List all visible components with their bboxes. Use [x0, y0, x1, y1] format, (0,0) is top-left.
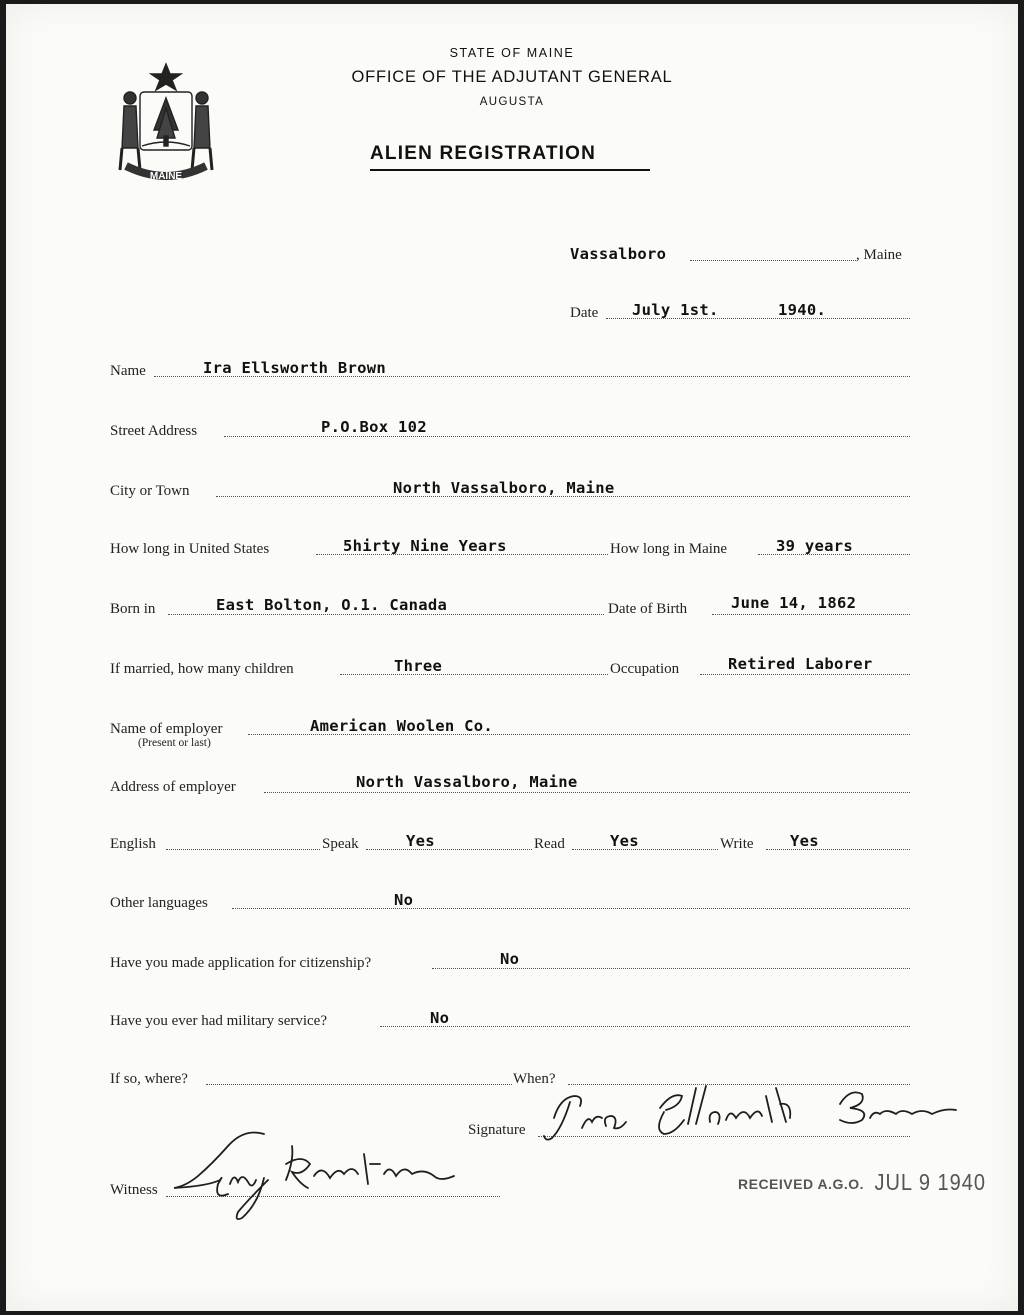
witness-signature: [168, 1124, 468, 1224]
how-long-us-label: How long in United States: [110, 541, 270, 557]
english-label: English: [110, 836, 156, 852]
header-office: OFFICE OF THE ADJUTANT GENERAL: [351, 68, 673, 86]
born-in-dots: [168, 614, 604, 615]
children-dots: [340, 674, 608, 675]
military-dots: [380, 1026, 910, 1027]
speak-value: Yes: [406, 832, 435, 850]
born-in-value: East Bolton, O.1. Canada: [216, 596, 448, 614]
date-year-value: 1940.: [778, 301, 827, 319]
street-label: Street Address: [110, 423, 198, 439]
employer-value: American Woolen Co.: [310, 717, 494, 735]
where-label: If so, where?: [110, 1071, 188, 1087]
form-title: ALIEN REGISTRATION: [370, 143, 597, 164]
seal-text: MAINE: [149, 171, 183, 182]
town-dots: [690, 260, 856, 261]
citizenship-dots: [432, 968, 910, 969]
how-long-maine-label: How long in Maine: [610, 541, 728, 557]
stamp-text: RECEIVED A.G.O.: [738, 1176, 865, 1192]
received-stamp: [738, 1172, 986, 1195]
write-dots: [766, 849, 910, 850]
occupation-label: Occupation: [610, 661, 680, 677]
read-value: Yes: [610, 832, 639, 850]
town-suffix: , Maine: [856, 247, 902, 263]
city-label: City or Town: [110, 483, 190, 499]
city-value: North Vassalboro, Maine: [393, 479, 615, 497]
header-state: STATE OF MAINE: [449, 46, 575, 60]
other-languages-value: No: [394, 891, 414, 909]
employer-sublabel: (Present or last): [138, 737, 211, 749]
write-value: Yes: [790, 832, 819, 850]
other-languages-dots: [232, 908, 910, 909]
occupation-dots: [700, 674, 910, 675]
employer-address-value: North Vassalboro, Maine: [356, 773, 578, 791]
witness-label: Witness: [110, 1182, 158, 1198]
children-value: Three: [394, 657, 443, 675]
name-label: Name: [110, 363, 146, 379]
employer-label: Name of employer: [110, 721, 223, 737]
signature-label: Signature: [468, 1122, 526, 1138]
citizenship-value: No: [500, 950, 520, 968]
dob-value: June 14, 1862: [731, 594, 857, 612]
write-label: Write: [720, 836, 754, 852]
street-dots: [224, 436, 910, 437]
how-long-maine-value: 39 years: [776, 537, 854, 555]
date-label: Date: [570, 305, 599, 321]
read-label: Read: [534, 836, 565, 852]
title-underline: [370, 169, 650, 171]
employer-address-label: Address of employer: [110, 779, 236, 795]
employer-address-dots: [264, 792, 910, 793]
street-value: P.O.Box 102: [321, 418, 427, 436]
header-city: AUGUSTA: [479, 96, 545, 108]
when-label: When?: [513, 1071, 556, 1087]
other-languages-label: Other languages: [110, 895, 208, 911]
dob-label: Date of Birth: [608, 601, 688, 617]
military-label: Have you ever had military service?: [110, 1013, 327, 1029]
applicant-signature: [540, 1078, 980, 1148]
name-value: Ira Ellsworth Brown: [203, 359, 387, 377]
military-value: No: [430, 1009, 450, 1027]
english-dots: [166, 849, 320, 850]
speak-label: Speak: [322, 836, 359, 852]
where-dots: [206, 1084, 512, 1085]
dob-dots: [712, 614, 910, 615]
stamp-date: JUL 9 1940: [874, 1170, 987, 1196]
how-long-us-value: 5hirty Nine Years: [343, 537, 507, 555]
occupation-value: Retired Laborer: [728, 655, 873, 673]
speak-dots: [366, 849, 532, 850]
children-label: If married, how many children: [110, 661, 294, 677]
date-month-day-value: July 1st.: [632, 301, 719, 319]
town-value: Vassalboro: [570, 245, 667, 263]
read-dots: [572, 849, 718, 850]
born-in-label: Born in: [110, 601, 156, 617]
citizenship-label: Have you made application for citizenship?: [110, 955, 372, 971]
